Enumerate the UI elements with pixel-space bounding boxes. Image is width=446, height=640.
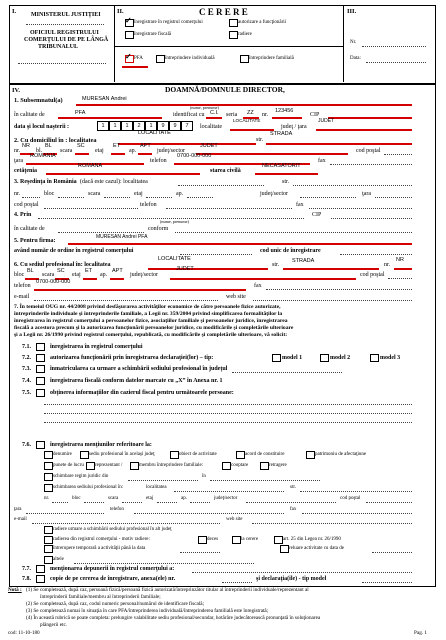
- stare-civila-input[interactable]: NECASATORIT: [262, 163, 301, 169]
- calitate-label: în calitate de: [14, 112, 45, 118]
- item-7-8-text: copie de pe cererea de înregistrare, anexa(ele) nr.: [50, 576, 176, 582]
- localitate-label: localitate: [200, 124, 222, 130]
- opt-cooptare: cooptare: [231, 463, 249, 468]
- field-6-label: 6. Cu sediul profesional în: localitatea: [14, 262, 111, 268]
- domiciliu-ap-label: ap.: [129, 148, 137, 154]
- birth-date-digit-box[interactable]: 1: [145, 121, 157, 131]
- item-7-4-text: înregistrarea fiscală conform datelor marcate cu „X” în Anexa nr. 1: [50, 378, 223, 384]
- checkmark-icon: ✓: [125, 16, 132, 25]
- checkbox-model-2[interactable]: [320, 354, 329, 362]
- checkbox-sediu-judet[interactable]: [80, 451, 89, 459]
- domiciliu-str-input[interactable]: STRADA: [270, 131, 293, 137]
- birth-date-digit-box[interactable]: 9: [169, 121, 181, 131]
- schimbare-fax-label: fax: [290, 507, 297, 512]
- numar-ordine-label: având număr de ordine în registrul comerţului: [14, 248, 134, 254]
- opt-puncte-lucru: punete de lucru: [53, 463, 84, 468]
- checkbox-acord[interactable]: [236, 451, 245, 459]
- checkbox-7-4[interactable]: [36, 377, 45, 385]
- opt-acord: acord de constituire: [245, 452, 285, 457]
- item-7-5-number: 7.5.: [22, 390, 31, 396]
- cetatenia-input[interactable]: ROMANA: [78, 163, 103, 169]
- section-1-number: I.: [12, 8, 17, 15]
- field-3-label: 3. Reşedinţa în România: [14, 179, 77, 185]
- schimbare-str-label: str.: [290, 485, 296, 490]
- sediu-judet-input[interactable]: JUDET: [176, 266, 194, 272]
- ministry-name: MINISTERUL JUSTIŢIEI: [31, 12, 101, 18]
- resedinta-tel-label: telefon: [140, 202, 157, 208]
- checkbox-7-5[interactable]: [36, 389, 45, 397]
- resedinta-etaj-label: etaj: [134, 191, 143, 197]
- checkbox-reluare[interactable]: [280, 545, 289, 553]
- sediu-scara-input[interactable]: SC: [57, 268, 65, 274]
- checkbox-retragere[interactable]: [260, 462, 269, 470]
- birth-date-digit-box[interactable]: 1: [109, 121, 121, 131]
- sediu-fax-label: fax: [254, 283, 262, 289]
- option-inregistrare-fiscala: înregistrare fiscală: [134, 32, 172, 37]
- resedinta-str-label: str.: [282, 179, 290, 185]
- note-4: (4) În această rubrică se poate completa: prelungire valabilitate sediu profesional/secundar, hotărâre judecătorească pronunţată în soluţionarea: [26, 615, 321, 621]
- opt-reluare: reluare activitate cu data de: [289, 546, 344, 551]
- birth-label: data şi locul naşterii :: [14, 124, 69, 130]
- checkbox-7-6[interactable]: [36, 441, 45, 449]
- item-7-1-text: înregistrarea în registrul comerţului: [50, 344, 143, 350]
- model-3-label: model 3: [380, 355, 401, 361]
- sediu-bloc-input[interactable]: BL: [27, 268, 34, 274]
- section-2-number: II.: [117, 8, 124, 15]
- schimbare-scara-label: scara: [108, 496, 119, 501]
- identificat-label: identificat cu: [173, 112, 205, 118]
- domiciliu-et-label: etaj: [95, 148, 104, 154]
- notes-label: Notă :: [8, 587, 22, 593]
- prin-cip-label: CIP: [312, 212, 322, 218]
- domiciliu-judet-label: judeţ/sector: [157, 148, 185, 154]
- sediu-nr-label: nr.: [384, 262, 391, 268]
- option-ii: întreprindere individuală: [165, 56, 215, 61]
- option-radiere: radiere: [238, 32, 252, 37]
- item-7-8-number: 7.8.: [22, 576, 31, 582]
- domiciliu-bl-label: bl.: [36, 148, 43, 154]
- item-7-7-number: 7.7.: [22, 566, 31, 572]
- item-7-2-number: 7.2.: [22, 355, 31, 361]
- sediu-web-label: web site: [226, 294, 246, 300]
- opt-schimbare-sediu: schimbarea sediului profesional în:: [53, 485, 124, 490]
- checkbox-schimbare-sediu[interactable]: [44, 484, 53, 492]
- checkbox-art-25[interactable]: [274, 536, 283, 544]
- registration-date-label: Data:: [350, 56, 361, 61]
- stare-civila-label: starea civilă: [210, 168, 241, 174]
- domiciliu-tara-input[interactable]: ROMANIA: [30, 153, 56, 159]
- checkbox-autorizare[interactable]: [229, 19, 238, 27]
- prin-calitate-label: în calitate de: [14, 226, 45, 232]
- opt-intrerupere: întrerupere temporară a activităţii până la data: [53, 546, 146, 551]
- note-2: (2) Se completează, după caz, codul numeric personal/numărul de identificare fiscală;: [26, 601, 205, 607]
- note-1: (1) Se completează, după caz, persoană fizică/persoană fizică autorizată/întreprinzător titular al întreprinderii individuale/reprezentant al: [26, 587, 309, 593]
- domiciliu-tara-label: ţara: [14, 158, 23, 164]
- schimbare-tel-label: telefon: [110, 507, 124, 512]
- field-4-label: 4. Prin: [14, 212, 32, 218]
- domiciliu-nr-label: nr.: [14, 148, 21, 154]
- calitate-input[interactable]: PFA: [75, 110, 86, 116]
- resedinta-bloc-label: bloc: [44, 191, 55, 197]
- schimbare-web-label: web site: [226, 517, 243, 522]
- birth-date-digit-box[interactable]: 9: [157, 121, 169, 131]
- birth-date-digit-box[interactable]: 1: [121, 121, 133, 131]
- prin-conform-label: conform: [148, 226, 169, 232]
- checkbox-intrerupere[interactable]: [44, 545, 53, 553]
- field-7-line-5: şi a Legii nr. 26/1990 privind registrul comerţului, republicată, cu modificările şi completările ulterioare, vă solicit:: [14, 332, 288, 338]
- checkbox-la-cerere[interactable]: [232, 536, 241, 544]
- office-line-3: TRIBUNALUL: [38, 44, 79, 50]
- opt-radiere-schimbare: radiere urmare a schimbării sediului profesional în alt judeţ: [53, 527, 172, 532]
- checkbox-radiere-rc[interactable]: [44, 536, 53, 544]
- nr-act-input[interactable]: 123456: [275, 108, 294, 114]
- page-number: Pag. 1: [414, 630, 427, 636]
- checkbox-model-1[interactable]: [272, 354, 281, 362]
- checkbox-puncte-lucru[interactable]: [44, 462, 53, 470]
- checkbox-radiere[interactable]: [229, 31, 238, 39]
- sediu-judet-label: judeţ/sector: [130, 272, 158, 278]
- cip-label: CIP: [310, 112, 320, 118]
- prin-hint: (nume, prenume): [160, 219, 189, 224]
- checkbox-altele[interactable]: [44, 556, 53, 564]
- checkbox-ii[interactable]: [156, 55, 165, 63]
- field-1-label: 1. Subsemnatul(a): [14, 97, 63, 104]
- sediu-str-label: str.: [272, 262, 280, 268]
- birth-date-digit-box[interactable]: 7: [181, 121, 193, 131]
- item-7-3-text: înmatricularea ca urmare a schimbării sediului profesional în judeţul: [50, 366, 228, 372]
- resedinta-fax-label: fax: [296, 202, 304, 208]
- checkbox-inregistrare-fiscala[interactable]: [125, 31, 134, 39]
- domiciliu-nr-input[interactable]: NR: [22, 143, 30, 149]
- birth-county-input[interactable]: JUDET: [318, 118, 335, 124]
- field-3-sub: (dacă este cazul): localitatea: [80, 179, 148, 185]
- schimbare-tara-label: ţara: [14, 507, 22, 512]
- act-input[interactable]: C.I.: [210, 110, 219, 116]
- domiciliu-tel-input[interactable]: 0700-000-000: [177, 153, 212, 159]
- opt-radiere-rc: radierea din registrul comerţului - motiv radiere:: [53, 537, 150, 542]
- checkbox-7-3[interactable]: [36, 365, 45, 373]
- schimbare-email-label: e-mail: [14, 517, 27, 522]
- item-7-4-number: 7.4.: [22, 378, 31, 384]
- schimbare-judet-label: judeţ/sector: [214, 496, 238, 501]
- sediu-scara-label: scara: [42, 272, 55, 278]
- office-line-1: OFICIUL REGISTRULUI: [30, 30, 99, 36]
- opt-la-cerere: la cerere: [241, 537, 259, 542]
- schimbare-nr-label: nr.: [44, 496, 50, 501]
- checkbox-denumire[interactable]: [44, 451, 53, 459]
- field-5-label: 5. Pentru firma:: [14, 238, 56, 244]
- note-1-cont: întreprinderii familiale/membru al întreprinderii familiale;: [40, 594, 161, 600]
- note-3: (3) Se completează numai în situaţia în care PFA/întreprinderea individuală/întreprinderea familială este înregistrată;: [26, 608, 269, 614]
- resedinta-tara-label: ţara: [362, 191, 371, 197]
- resedinta-scara-label: scara: [88, 191, 101, 197]
- opt-reprezentant: reprezentant /: [95, 463, 123, 468]
- field-7-line-2: întreprinderile individuale şi întreprinderile familiale, a Legii nr. 359/2004 privind simplificarea formalităţilor la: [14, 311, 283, 317]
- domiciliu-et-input[interactable]: ET: [113, 143, 121, 149]
- subsemnatul-input[interactable]: MURESAN Andrei: [82, 96, 127, 102]
- schimbare-etaj-label: etaj: [146, 496, 154, 501]
- sediu-str-input[interactable]: STRADA: [292, 258, 315, 264]
- checkbox-7-8[interactable]: [36, 575, 45, 583]
- seria-input[interactable]: ZZ: [247, 110, 254, 116]
- schimbare-cp-label: cod poştal: [340, 496, 361, 501]
- item-7-6-text: înregistrarea menţiunilor referitoare la:: [50, 442, 152, 448]
- field-7-line-4: fiscală a acestora precum şi la autorizarea funcţionării persoanelor juridice, cu modificările şi completările ulterioare: [14, 325, 294, 331]
- schimbare-bloc-label: bloc: [72, 496, 81, 501]
- domiciliu-cp-label: cod poştal: [356, 148, 381, 154]
- office-line-2: COMERŢULUI DE PE LÂNGĂ: [24, 37, 109, 43]
- sediu-tel-label: telefon: [14, 283, 31, 289]
- option-inregistrare-rc: înregistrare în registrul comerţului: [134, 20, 203, 25]
- note-4-cont: plângerii etc.: [40, 622, 68, 628]
- registration-number-label: Nr.: [350, 40, 357, 45]
- item-7-7-text: menţionarea depunerii în registrul comerţului a:: [50, 566, 175, 572]
- cetatenia-label: cetăţenia: [14, 168, 37, 174]
- item-7-2-text: autorizarea funcţionării prin înregistrarea declaraţiei(lor) – tip:: [50, 355, 214, 361]
- resedinta-cp-label: cod poştal: [14, 202, 39, 208]
- checkbox-reprezentant[interactable]: [86, 462, 95, 470]
- form-code: cod: 11-10-180: [8, 630, 40, 636]
- field-7-line-3: înregistrarea în registrul comerţului a persoanelor fizice, asociaţiilor familiale şi persoanelor juridice, înregistrarea: [14, 318, 288, 324]
- item-7-3-number: 7.3.: [22, 366, 31, 372]
- field-2-label: 2. Cu domiciliul în : localitatea: [14, 137, 97, 144]
- domiciliu-fax-label: fax: [318, 158, 326, 164]
- opt-sediu-judet: sediu profesional în acelaşi judeţ: [89, 452, 155, 457]
- checkmark-pfa-icon: ✓: [125, 52, 132, 61]
- resedinta-nr-label: nr.: [14, 191, 21, 197]
- opt-denumire: denumire: [53, 452, 72, 457]
- seria-label: seria: [226, 112, 238, 118]
- opt-membru: membru întreprindere familiale:: [139, 463, 204, 468]
- judet-tara-label: judeţ / ţara: [281, 124, 307, 130]
- model-1-label: model 1: [282, 355, 303, 361]
- sediu-ap-label: ap.: [100, 272, 108, 278]
- sediu-ap-input[interactable]: APT: [112, 268, 123, 274]
- sediu-bloc-label: bloc: [14, 272, 25, 278]
- option-autorizare: autorizare a funcţionării: [238, 20, 287, 25]
- checkbox-cooptare[interactable]: [222, 462, 231, 470]
- checkbox-regim-juridic[interactable]: [44, 473, 53, 481]
- item-7-1-number: 7.1.: [22, 344, 31, 350]
- checkbox-7-7[interactable]: [36, 565, 45, 573]
- birth-date-digit-box[interactable]: 2: [133, 121, 145, 131]
- cui-label: cod unic de înregistrare: [260, 248, 321, 254]
- option-if: întreprindere familială: [249, 56, 294, 61]
- domiciliu-judet-input[interactable]: JUDET: [200, 143, 218, 149]
- opt-art-25: art. 25 din Legea nr. 26/1990: [283, 537, 341, 542]
- checkbox-7-2[interactable]: [36, 354, 45, 362]
- name-hint: (nume, prenume): [190, 105, 219, 110]
- field-7-line-1: 7. În temeiul OUG nr. 44/2008 privind desfăşurarea activităţilor economice de către persoanele fizice autorizate,: [14, 304, 281, 310]
- sediu-locality-input[interactable]: LOCALITATE: [158, 256, 191, 262]
- domiciliu-sc-label: scara: [60, 148, 73, 154]
- birth-date-digit-box[interactable]: 1: [97, 121, 109, 131]
- domiciliu-tel-label: telefon: [150, 158, 167, 164]
- domiciliu-sc-input[interactable]: SC: [77, 143, 85, 149]
- domiciliu-str-label: str.: [256, 137, 264, 143]
- section-3-number: III.: [347, 8, 357, 15]
- checkbox-deces[interactable]: [198, 536, 207, 544]
- opt-retragere: retragere: [269, 463, 287, 468]
- domiciliu-locality-input[interactable]: LOCALITATE: [138, 130, 171, 136]
- sediu-cp-label: cod poştal: [360, 272, 385, 278]
- checkbox-if[interactable]: [240, 55, 249, 63]
- opt-obiect: obiect de activitate: [179, 452, 217, 457]
- sediu-nr-input[interactable]: NR: [396, 257, 404, 263]
- resedinta-ap-label: ap.: [176, 191, 184, 197]
- regim-in-label: în: [202, 474, 206, 479]
- opt-patrimoniu: patrimoniu de afectaţiune: [315, 452, 367, 457]
- opt-altele: altele: [53, 557, 64, 562]
- checkbox-radiere-schimbare[interactable]: [44, 526, 53, 534]
- resedinta-judet-label: judeţ/sector: [260, 191, 288, 197]
- form-title: C E R E R E: [199, 7, 248, 17]
- item-7-6-number: 7.6.: [22, 442, 31, 448]
- item-7-5-text: obţinerea informaţiilor din cazierul fiscal pentru următoarele persoane:: [50, 390, 234, 396]
- domiciliu-ap-input[interactable]: APT: [140, 143, 151, 149]
- opt-deces: deces: [207, 537, 219, 542]
- checkbox-membru[interactable]: [130, 462, 139, 470]
- firma-input[interactable]: MURESAN Andrei PFA: [96, 234, 148, 240]
- checkbox-model-3[interactable]: [370, 354, 379, 362]
- option-pfa: PFA: [134, 56, 143, 61]
- item-7-8-text-2: şi declaraţia(ile) - tip model: [256, 576, 327, 582]
- sediu-etaj-input[interactable]: ET: [85, 268, 93, 274]
- sediu-email-label: e-mail: [14, 294, 30, 300]
- section-4-title: DOAMNĂ/DOMNULE DIRECTOR,: [165, 85, 285, 94]
- nr-act-label: nr.: [262, 112, 269, 118]
- checkbox-obiect[interactable]: [170, 451, 179, 459]
- checkbox-patrimoniu[interactable]: [306, 451, 315, 459]
- schimbare-loc-label: localitatea: [146, 485, 167, 490]
- sediu-tel-input[interactable]: 0700-000-000: [36, 279, 71, 285]
- section-4-number: IV.: [12, 87, 21, 94]
- schimbare-ap-label: ap.: [181, 496, 187, 501]
- birth-locality-input[interactable]: LOCALITATE: [233, 118, 261, 123]
- opt-regim-juridic: schimbare regim juridic din: [53, 474, 109, 479]
- checkbox-7-1[interactable]: [36, 343, 45, 351]
- sediu-etaj-label: etaj: [72, 272, 81, 278]
- domiciliu-bl-input[interactable]: BL: [45, 143, 52, 149]
- model-2-label: model 2: [330, 355, 351, 361]
